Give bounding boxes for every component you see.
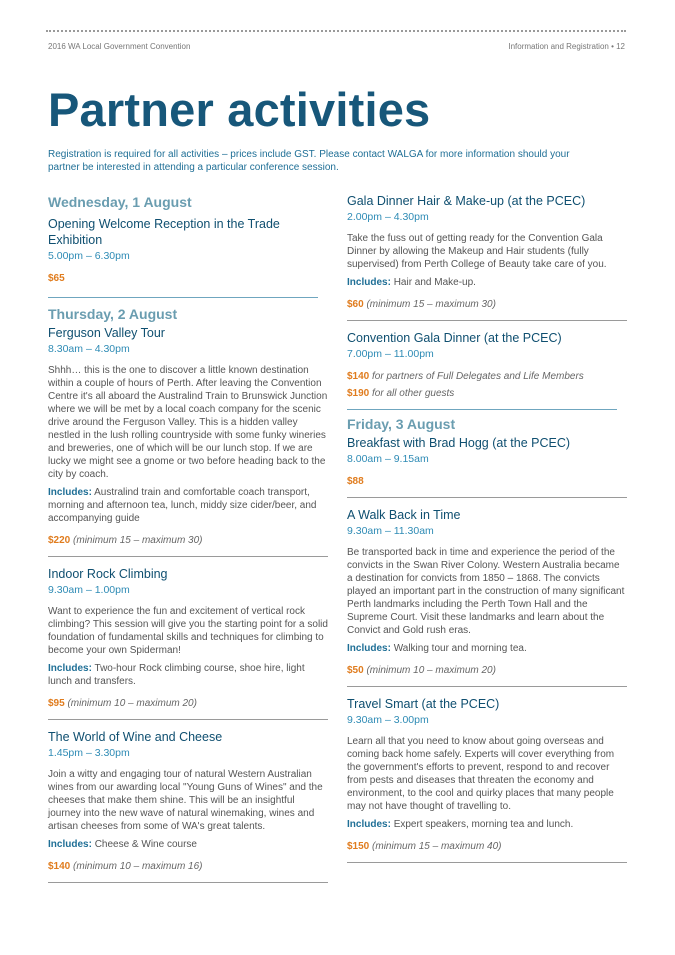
price-note: (minimum 15 – maximum 30) (366, 299, 496, 310)
price-amount: $140 (347, 371, 370, 382)
activity-includes-walk (347, 642, 627, 655)
activity-price-walk (347, 664, 627, 677)
day-heading-thursday: Thursday, 2 August (48, 306, 178, 322)
includes-label: Includes: (347, 819, 391, 830)
activity-title-breakfast: Breakfast with Brad Hogg (at the PCEC) (347, 436, 571, 450)
price-note: (minimum 10 – maximum 20) (366, 665, 496, 676)
activity-title-welcome: Opening Welcome Reception in the Trade Exhibition (48, 217, 280, 247)
intro-text: Registration is required for all activities – prices include GST. Please contact WALGA for more information should your partner be interested in attending a particular conference session. (48, 149, 570, 173)
activity-desc-hair: Take the fuss out of getting ready for the Convention Gala Dinner by allowing the Makeup and Hair students (fully supervised) from Perth College of Beauty take care of you. (347, 233, 607, 270)
includes-text: Walking tour and morning tea. (393, 643, 527, 654)
activity-price-gala-other (347, 387, 627, 400)
activity-title-walk: A Walk Back in Time (347, 508, 461, 522)
activity-title-hair: Gala Dinner Hair & Make-up (at the PCEC) (347, 194, 586, 208)
activity-includes-hair (347, 276, 627, 289)
activity-divider (48, 556, 328, 557)
price-amount: $50 (347, 665, 364, 676)
activity-desc-climbing: Want to experience the fun and excitement of vertical rock climbing? This session will give you the starting point for a solid foundation of fundamental skills and techniques for climbing to become your own Spiderman! (48, 606, 328, 656)
price-note: (minimum 10 – maximum 20) (67, 698, 197, 709)
activity-price-hair (347, 298, 627, 311)
price-amount: $60 (347, 299, 364, 310)
left-column (48, 193, 328, 883)
activity-price-climbing (48, 697, 328, 710)
header-right: Information and Registration • 12 (508, 42, 625, 51)
activity-time-welcome: 5.00pm – 6.30pm (48, 250, 130, 262)
section-divider (347, 409, 617, 410)
activity-title-travel: Travel Smart (at the PCEC) (347, 697, 500, 711)
activity-desc-ferguson: Shhh… this is the one to discover a little known destination within a couple of hours of Perth. After leaving the Convention Centre it's all aboard the Australind Train to Brunswick Junction where we will be met by a local coach company for the scenic drive around the Ferguson Valley. This is a hidden valley nestled in the lush rolling countryside with some funky wineries and breweries, one of which will be our lunch stop. If we are lucky we might see a gnome or two before heading back to the city by coach. (48, 365, 328, 480)
day-heading-wednesday: Wednesday, 1 August (48, 194, 192, 210)
includes-label: Includes: (347, 643, 391, 654)
day-heading-friday: Friday, 3 August (347, 416, 456, 432)
activity-divider (347, 497, 627, 498)
right-column (347, 193, 627, 863)
price-note: (minimum 15 – maximum 30) (73, 535, 203, 546)
activity-time-ferguson: 8.30am – 4.30pm (48, 343, 130, 355)
section-divider (48, 297, 318, 298)
includes-text: Expert speakers, morning tea and lunch. (393, 819, 574, 830)
activity-includes-travel (347, 818, 627, 831)
activity-price-wine (48, 860, 328, 873)
activity-desc-walk: Be transported back in time and experience the period of the convicts in the Swan River Colony. Western Australia became a destination for convicts from 1850 – 1868. The convicts played an important part in the construction of many significant Perth landmarks including the Perth Town Hall and the Supreme Court. Visit these landmarks and learn about the Convict and Gold rush eras. (347, 547, 625, 636)
includes-label: Includes: (347, 277, 391, 288)
activity-time-wine: 1.45pm – 3.30pm (48, 747, 130, 759)
activity-includes-climbing (48, 662, 328, 688)
activity-price-travel (347, 840, 627, 853)
page-title: Partner activities (48, 83, 431, 136)
activity-price-breakfast (347, 475, 627, 488)
activity-divider (48, 882, 328, 883)
includes-text: Cheese & Wine course (94, 839, 197, 850)
activity-time-gala: 7.00pm – 11.00pm (347, 348, 434, 360)
price-note: for partners of Full Delegates and Life Members (372, 371, 584, 382)
includes-text: Two-hour Rock climbing course, shoe hire, light lunch and transfers. (48, 663, 305, 687)
includes-label: Includes: (48, 839, 92, 850)
price-amount: $140 (48, 861, 71, 872)
activity-price-welcome (48, 272, 328, 285)
activity-time-walk: 9.30am – 11.30am (347, 525, 434, 537)
price-note: (minimum 10 – maximum 16) (73, 861, 203, 872)
price-amount: $95 (48, 698, 65, 709)
activity-price-gala-partner (347, 370, 627, 383)
activity-includes-wine (48, 838, 328, 851)
includes-text: Australind train and comfortable coach transport, morning and afternoon tea, lunch, middy size cider/beer, and accompanying guide (48, 487, 317, 524)
activity-divider (347, 862, 627, 863)
price-amount: $88 (347, 476, 364, 487)
activity-desc-wine: Join a witty and engaging tour of natural Western Australian wines from our awarding local "Young Guns of Wines" and the cheeses that make them shine. This will be an insightful journey into the new wave of natural winemaking, wines and artisan cheeses from some of WA's great talents. (48, 769, 323, 832)
activity-title-wine: The World of Wine and Cheese (48, 730, 223, 744)
price-amount: $65 (48, 273, 65, 284)
price-amount: $150 (347, 841, 370, 852)
activity-title-gala: Convention Gala Dinner (at the PCEC) (347, 331, 562, 345)
activity-price-ferguson (48, 534, 328, 547)
price-note: (minimum 15 – maximum 40) (372, 841, 502, 852)
activity-divider (347, 686, 627, 687)
activity-divider (347, 320, 627, 321)
activity-time-hair: 2.00pm – 4.30pm (347, 211, 429, 223)
includes-label: Includes: (48, 663, 92, 674)
activity-time-breakfast: 8.00am – 9.15am (347, 453, 429, 465)
header-left: 2016 WA Local Government Convention (48, 42, 191, 51)
activity-divider (48, 719, 328, 720)
activity-time-travel: 9.30am – 3.00pm (347, 714, 429, 726)
activity-title-ferguson: Ferguson Valley Tour (48, 326, 165, 340)
activity-includes-ferguson (48, 486, 328, 525)
includes-label: Includes: (48, 487, 92, 498)
price-note: for all other guests (372, 388, 455, 399)
includes-text: Hair and Make-up. (393, 277, 476, 288)
price-amount: $190 (347, 388, 370, 399)
activity-time-climbing: 9.30am – 1.00pm (48, 584, 130, 596)
activity-desc-travel: Learn all that you need to know about going overseas and coming back home safely. Experts will cover everything from the government's efforts to prevent, respond to and recover from pests and diseases that threaten the economy and environment, to the cool and quirky places that many people may not have thought of travelling to. (347, 736, 615, 812)
header-dotted-rule (46, 30, 626, 32)
price-amount: $220 (48, 535, 71, 546)
activity-title-climbing: Indoor Rock Climbing (48, 567, 168, 581)
